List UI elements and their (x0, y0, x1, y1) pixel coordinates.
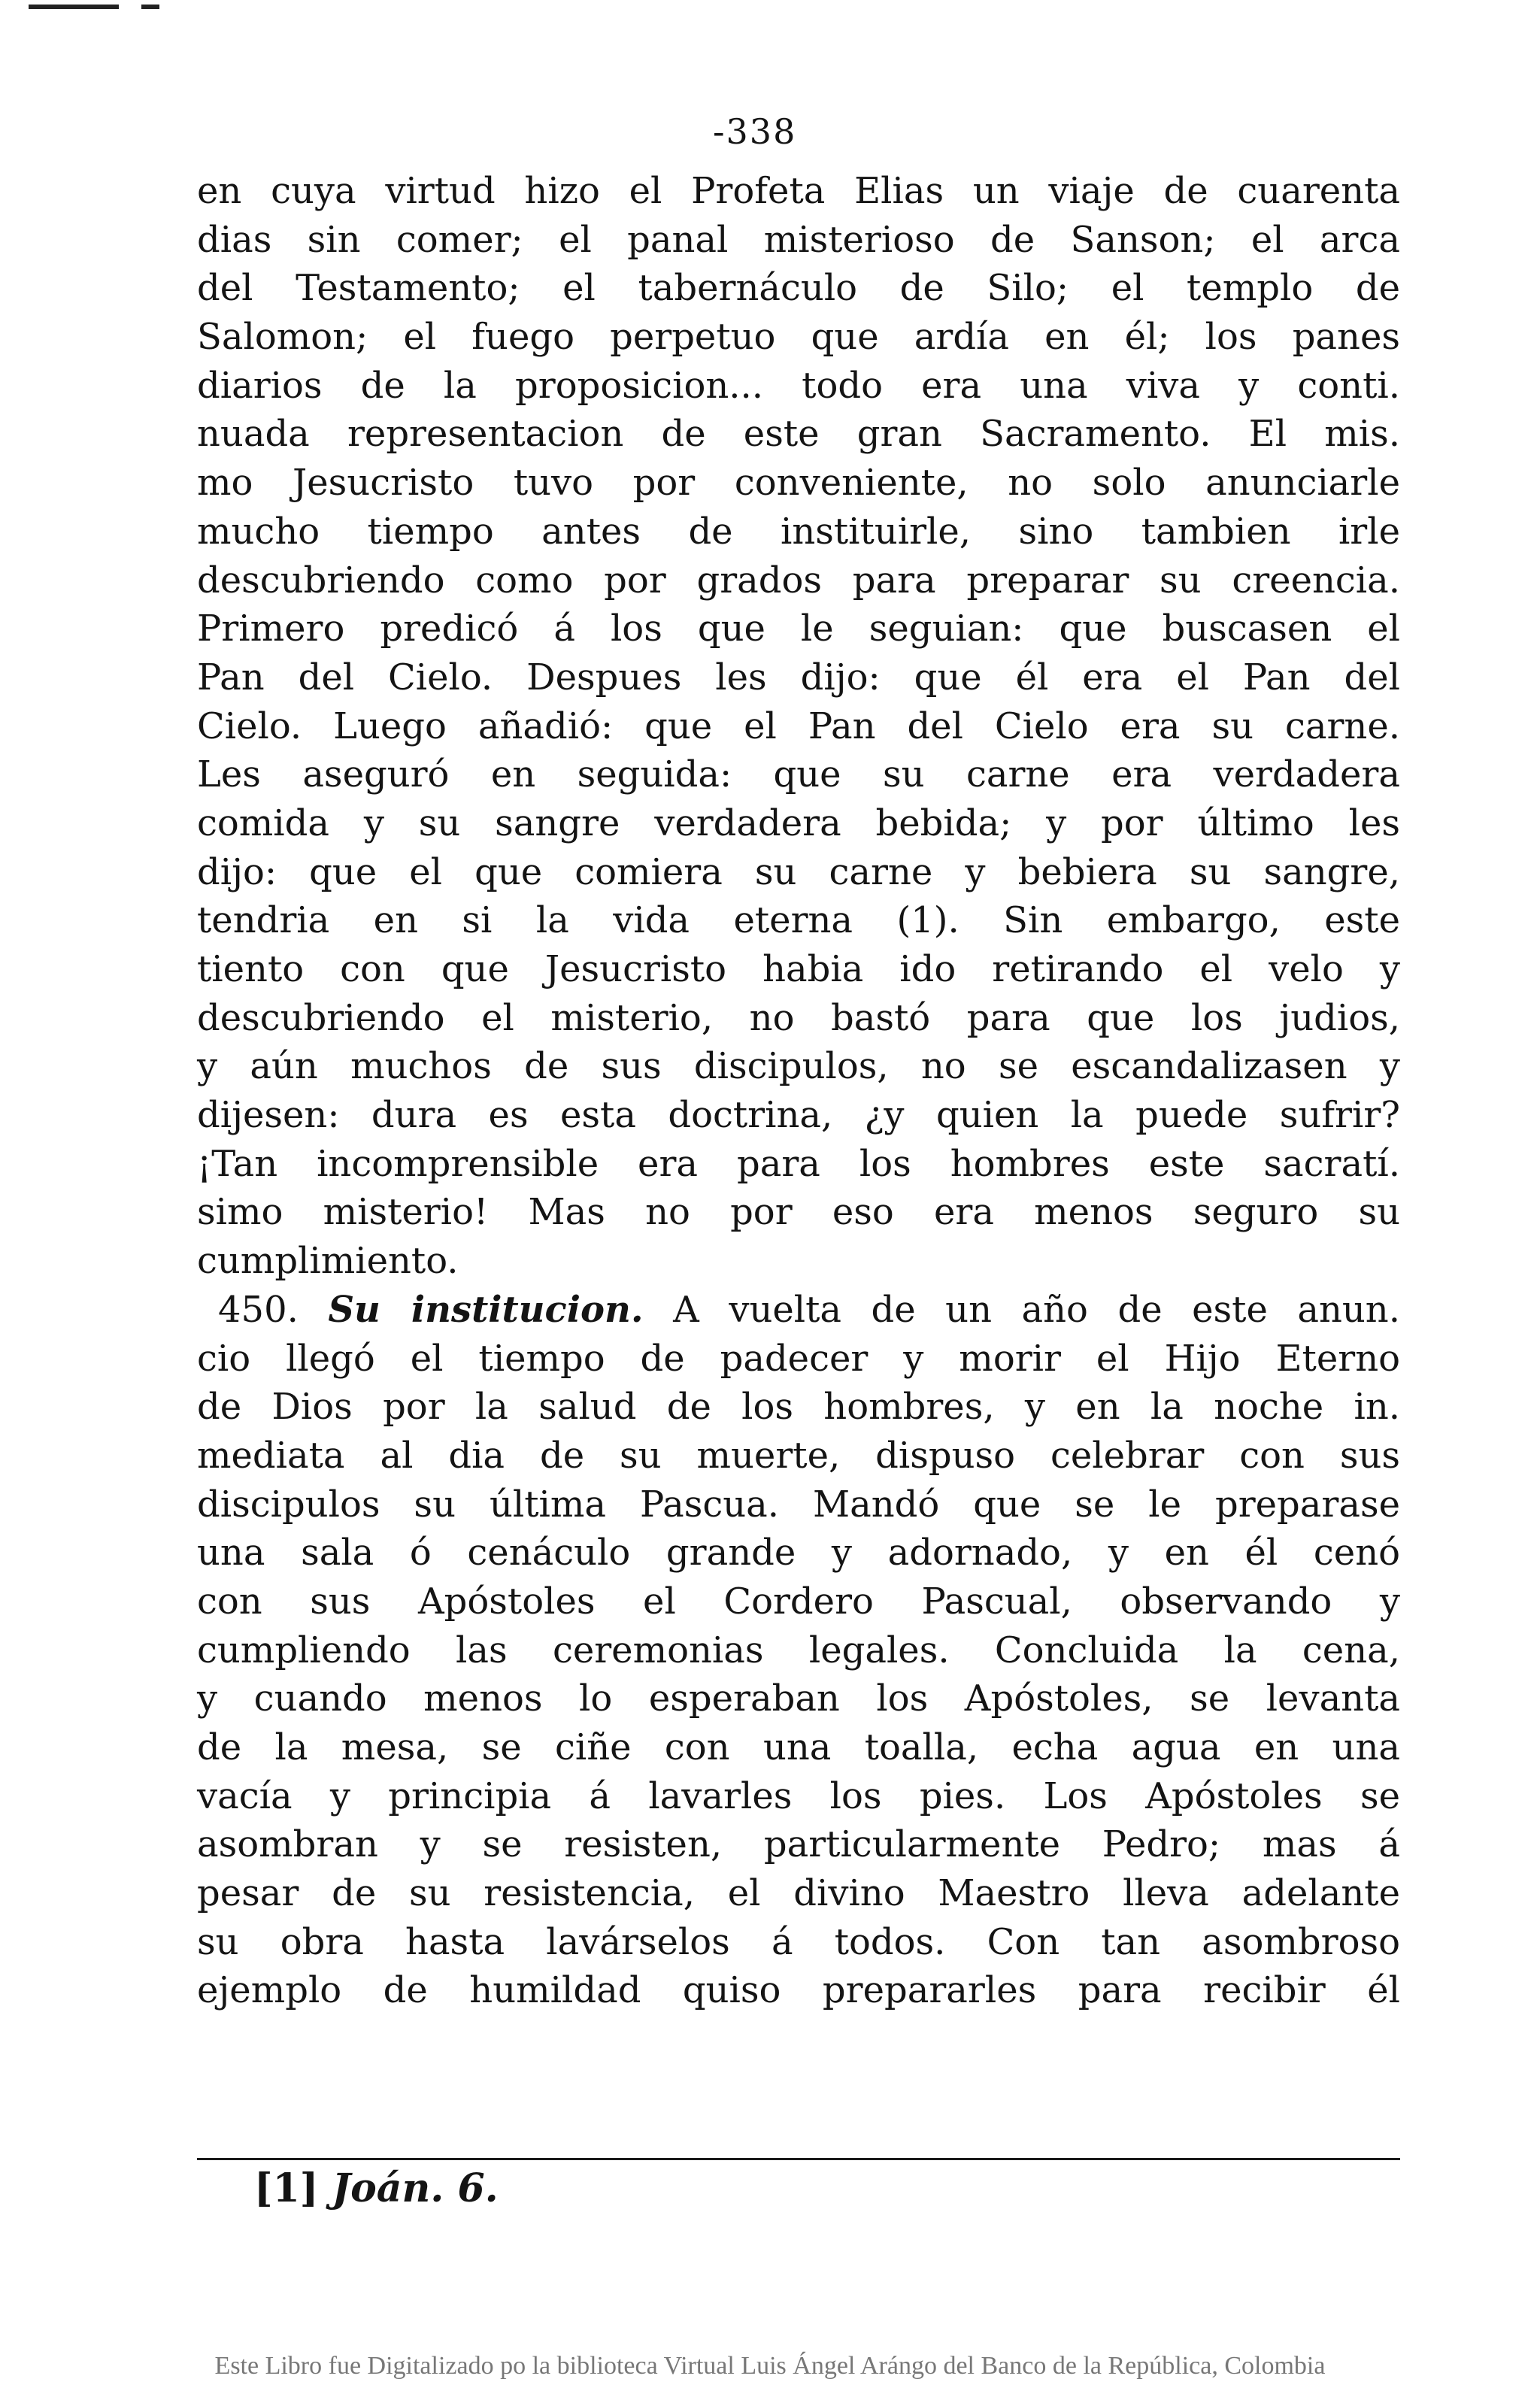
text-line: ejemplo de humildad quiso prepararles para recibir él (197, 1969, 1400, 2012)
text-line: dijesen: dura es esta doctrina, ¿y quien la puede sufrir? (197, 1094, 1400, 1137)
scan-corner-mark (29, 5, 119, 9)
footnote-reference: Joán. 6. (332, 2165, 499, 2211)
text-line: dias sin comer; el panal misterioso de Sanson; el arca (197, 218, 1400, 261)
text-line: dijo: que el que comiera su carne y bebiera su sangre, (197, 850, 1400, 893)
text-line: y aún muchos de sus discipulos, no se escandalizasen y (197, 1045, 1400, 1088)
text-line: una sala ó cenáculo grande y adornado, y en él cenó (197, 1532, 1400, 1574)
text-line: tiento con que Jesucristo habia ido retirando el velo y (197, 948, 1400, 990)
footnote-divider (197, 2158, 1400, 2160)
text-line: mo Jesucristo tuvo por conveniente, no solo anunciarle (197, 462, 1400, 505)
text-line: descubriendo como por grados para preparar su creencia. (197, 559, 1400, 602)
text-line: ¡Tan incomprensible era para los hombres este sacratí. (197, 1142, 1400, 1185)
text-line: Pan del Cielo. Despues les dijo: que él era el Pan del (197, 656, 1400, 699)
text-line: con sus Apóstoles el Cordero Pascual, observando y (197, 1580, 1400, 1623)
text-line: diarios de la proposicion... todo era una viva y conti. (197, 364, 1400, 407)
text-line: mucho tiempo antes de instituirle, sino tambien irle (197, 510, 1400, 553)
section-heading-line (197, 1286, 1400, 1335)
text-line: de Dios por la salud de los hombres, y en la noche in. (197, 1386, 1400, 1429)
section-first-line-text: A vuelta de un año de este anun. (673, 1288, 1400, 1331)
text-line: descubriendo el misterio, no bastó para que los judios, (197, 996, 1400, 1039)
text-line: discipulos su última Pascua. Mandó que se le preparase (197, 1483, 1400, 1526)
text-line: Cielo. Luego añadió: que el Pan del Cielo era su carne. (197, 705, 1400, 747)
page-number: -338 (713, 111, 797, 152)
text-line: Primero predicó á los que le seguian: que buscasen el (197, 608, 1400, 650)
section-number: 450. (218, 1288, 299, 1331)
text-line: asombran y se resisten, particularmente Pedro; mas á (197, 1823, 1400, 1866)
text-line: cio llegó el tiempo de padecer y morir el Hijo Eterno (197, 1337, 1400, 1380)
text-line: cumplimiento. (197, 1240, 459, 1283)
text-line: pesar de su resistencia, el divino Maestro lleva adelante (197, 1872, 1400, 1915)
text-line: tendria en si la vida eterna (1). Sin embargo, este (197, 899, 1400, 942)
text-line: mediata al dia de su muerte, dispuso celebrar con sus (197, 1434, 1400, 1477)
text-line: del Testamento; el tabernáculo de Silo; el templo de (197, 267, 1400, 310)
text-line: su obra hasta lavárselos á todos. Con tan asombroso (197, 1920, 1400, 1963)
text-line: simo misterio! Mas no por eso era menos seguro su (197, 1191, 1400, 1234)
text-line: nuada representacion de este gran Sacramento. El mis. (197, 413, 1400, 456)
text-line: vacía y principia á lavarles los pies. Los Apóstoles se (197, 1774, 1400, 1817)
text-line: Salomon; el fuego perpetuo que ardía en él; los panes (197, 316, 1400, 359)
footnote (254, 2162, 499, 2215)
footnote-marker: [1] (254, 2165, 319, 2211)
text-line: en cuya virtud hizo el Profeta Elias un viaje de cuarenta (197, 170, 1400, 212)
digitization-credit: Este Libro fue Digitalizado po la biblioteca Virtual Luis Ángel Arángo del Banco de la República, Colombia (214, 2352, 1326, 2380)
text-line: cumpliendo las ceremonias legales. Concluida la cena, (197, 1629, 1400, 1671)
text-line: comida y su sangre verdadera bebida; y por último les (197, 802, 1400, 844)
text-line: y cuando menos lo esperaban los Apóstoles, se levanta (197, 1677, 1400, 1720)
page-body (197, 167, 1400, 2015)
section-title: Su institucion. (328, 1288, 644, 1331)
text-line: Les aseguró en seguida: que su carne era verdadera (197, 753, 1400, 796)
text-line: de la mesa, se ciñe con una toalla, echa agua en una (197, 1726, 1400, 1768)
